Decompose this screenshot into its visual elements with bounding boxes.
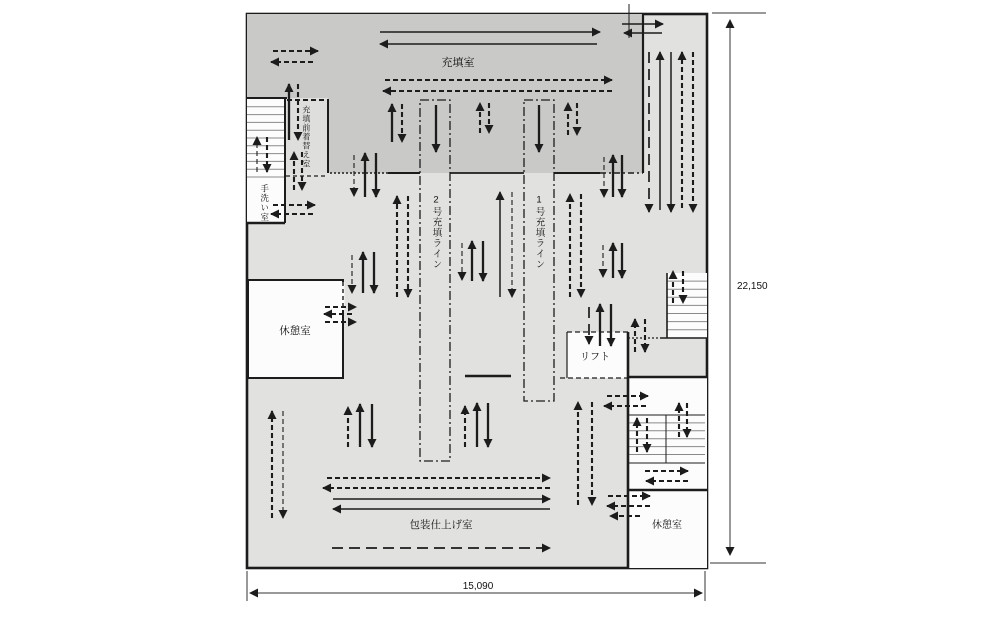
label-fill-line-1: 1号充填ライン [533,194,545,270]
dim-height-label: 22,150 [737,281,768,292]
label-pre-fill-changing: 充填前着替え室 [301,105,311,169]
label-break-room-right: 休憩室 [652,520,682,531]
label-hand-wash: 手洗い室 [259,184,270,222]
room-area [628,377,707,568]
label-filling-room: 充填室 [441,57,475,69]
label-fill-line-2: 2号充填ライン [430,194,442,270]
label-break-room-left: 休憩室 [279,325,311,337]
label-lift: リフト [580,352,610,363]
dim-width-label: 15,090 [462,581,494,592]
label-packing-finish-room: 包装仕上げ室 [409,519,473,531]
